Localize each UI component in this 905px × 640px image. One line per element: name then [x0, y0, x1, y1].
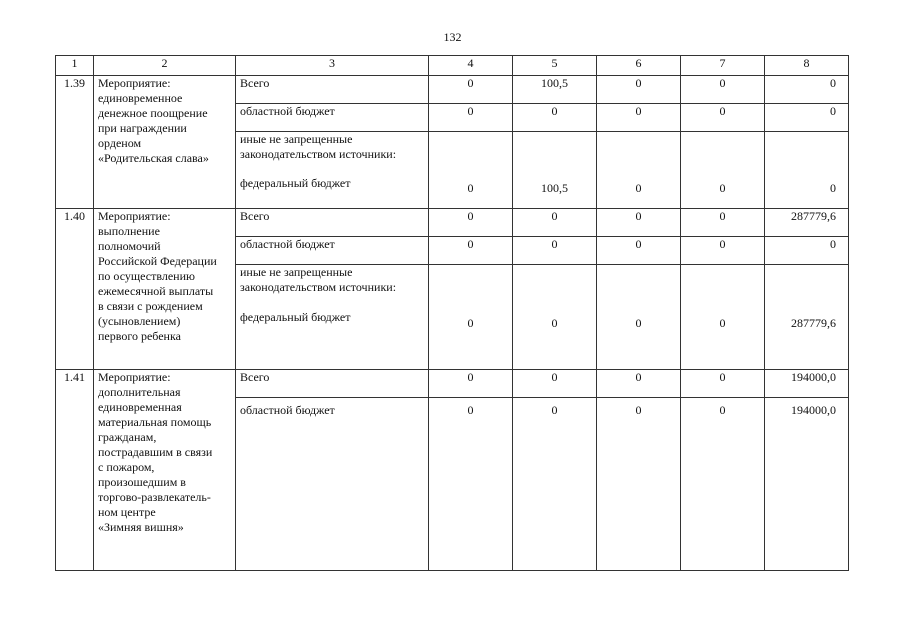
value-cell: 0 [765, 76, 849, 104]
funding-source-label: областной бюджет [236, 237, 429, 265]
row-number: 1.39 [56, 76, 94, 209]
row-number: 1.41 [56, 370, 94, 571]
funding-source-label: Всего [236, 209, 429, 237]
row-number: 1.40 [56, 209, 94, 370]
measure-name: Мероприятие: выполнение полномочий Российской Федерации по осуществлению ежемесячной выплаты в связи с рождением (усыновлением) первого ребенка [94, 209, 236, 370]
value-cell: 0 [429, 209, 513, 237]
value-cell: 100,5 [513, 132, 597, 209]
funding-source-label: Всего [236, 76, 429, 104]
value-cell: 0 [681, 370, 765, 398]
value-cell: 287779,6 [765, 265, 849, 370]
value-cell: 0 [681, 104, 765, 132]
value-cell: 0 [597, 132, 681, 209]
value-cell: 0 [429, 76, 513, 104]
value-cell: 0 [429, 104, 513, 132]
column-header: 2 [94, 56, 236, 76]
column-header: 8 [765, 56, 849, 76]
value-cell: 0 [765, 237, 849, 265]
value-cell: 0 [597, 237, 681, 265]
column-header: 1 [56, 56, 94, 76]
table-row [56, 370, 849, 398]
measure-name: Мероприятие: единовременное денежное поощрение при награждении орденом «Родительская слава» [94, 76, 236, 209]
value-cell: 0 [681, 76, 765, 104]
funding-source-label: иные не запрещенные законодательством источники: федеральный бюджет [236, 265, 429, 370]
value-cell: 0 [513, 370, 597, 398]
value-cell: 0 [429, 265, 513, 370]
value-cell: 0 [429, 237, 513, 265]
value-cell: 0 [429, 398, 513, 571]
value-cell: 0 [513, 209, 597, 237]
funding-source-label: иные не запрещенные законодательством источники: федеральный бюджет [236, 132, 429, 209]
value-cell: 0 [681, 237, 765, 265]
value-cell: 0 [597, 398, 681, 571]
value-cell: 0 [513, 104, 597, 132]
table-header-row [56, 56, 849, 76]
value-cell: 0 [513, 398, 597, 571]
funding-source-label: Всего [236, 370, 429, 398]
budget-table [55, 55, 849, 571]
value-cell: 0 [597, 370, 681, 398]
table-row [56, 76, 849, 104]
value-cell: 0 [597, 76, 681, 104]
funding-source-label: областной бюджет [236, 104, 429, 132]
value-cell: 287779,6 [765, 209, 849, 237]
measure-name: Мероприятие: дополнительная единовременная материальная помощь гражданам, пострадавшим в связи с пожаром, произошедшим в торгово-развлекатель- ном центре «Зимняя вишня» [94, 370, 236, 571]
value-cell: 0 [681, 209, 765, 237]
value-cell: 0 [765, 104, 849, 132]
column-header: 4 [429, 56, 513, 76]
value-cell: 0 [681, 132, 765, 209]
value-cell: 100,5 [513, 76, 597, 104]
column-header: 7 [681, 56, 765, 76]
value-cell: 0 [429, 132, 513, 209]
column-header: 5 [513, 56, 597, 76]
value-cell: 194000,0 [765, 398, 849, 571]
value-cell: 194000,0 [765, 370, 849, 398]
table-row [56, 209, 849, 237]
value-cell: 0 [681, 398, 765, 571]
value-cell: 0 [765, 132, 849, 209]
value-cell: 0 [597, 209, 681, 237]
value-cell: 0 [597, 265, 681, 370]
value-cell: 0 [429, 370, 513, 398]
funding-source-label: областной бюджет [236, 398, 429, 571]
value-cell: 0 [513, 265, 597, 370]
value-cell: 0 [597, 104, 681, 132]
value-cell: 0 [513, 237, 597, 265]
column-header: 6 [597, 56, 681, 76]
value-cell: 0 [681, 265, 765, 370]
column-header: 3 [236, 56, 429, 76]
page-number: 132 [443, 30, 462, 44]
